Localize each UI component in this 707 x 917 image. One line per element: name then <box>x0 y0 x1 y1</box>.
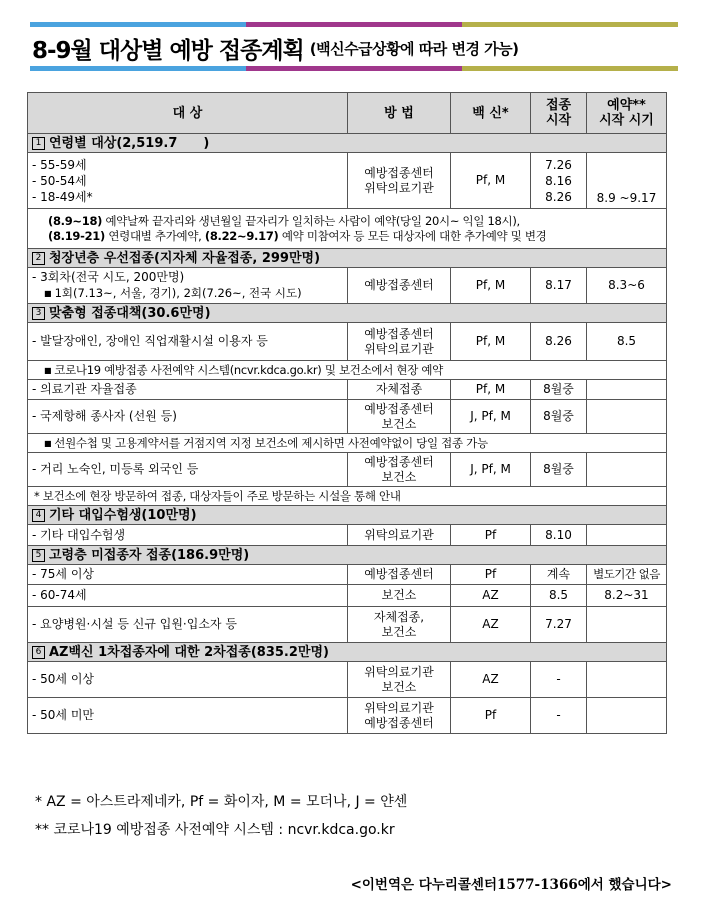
row-method: 예방접종센터 <box>348 565 451 585</box>
section-number: 3 <box>32 307 45 320</box>
row-target: - 50-54세 <box>32 173 87 188</box>
row-method: 보건소 <box>381 679 417 694</box>
row-target: - 발달장애인, 장애인 직업재활시설 이용자 등 <box>28 323 348 361</box>
title-bottom-bar <box>30 66 678 71</box>
bullet-square-icon: ■ <box>44 438 52 448</box>
header-start-line2: 시작 <box>545 113 572 128</box>
section-title: 기타 대입수험생(10만명) <box>49 507 197 523</box>
row-target: - 기타 대입수험생 <box>28 525 348 546</box>
row-start: 8.26 <box>531 323 587 361</box>
row-vaccine: Pf <box>451 698 531 734</box>
row-reserve: 8.9 ~9.17 <box>587 153 667 209</box>
row-start: - <box>531 662 587 698</box>
section-header <box>28 643 667 662</box>
section-title: 연령별 대상(2,519.7 ) <box>49 135 210 151</box>
row-method: 위탁의료기관 <box>364 180 434 195</box>
table-row <box>28 585 667 607</box>
row-start: 계속 <box>531 565 587 585</box>
row-target-detail: 1회(7.13~, 서울, 경기), 2회(7.26~, 전국 시도) <box>54 286 302 301</box>
row-method: 위탁의료기관 <box>364 341 434 356</box>
header-method: 방 법 <box>348 93 451 134</box>
section-header <box>28 249 667 268</box>
title-top-bar <box>30 22 678 27</box>
table-row <box>28 698 667 734</box>
header-reserve <box>587 93 667 134</box>
section-header <box>28 304 667 323</box>
row-method: 위탁의료기관 <box>364 664 434 679</box>
section-number: 4 <box>32 509 45 522</box>
note-date: (8.19-21) <box>48 228 105 243</box>
note-text: * 보건소에 현장 방문하여 접종, 대상자들이 주로 방문하는 시설을 통해 안내 <box>28 487 667 506</box>
row-vaccine: Pf, M <box>451 380 531 400</box>
row-method: 예방접종센터 <box>364 401 434 416</box>
row-start: 8.10 <box>531 525 587 546</box>
row-reserve: 8.5 <box>587 323 667 361</box>
note-text: 연령대별 추가예약, <box>104 228 205 243</box>
row-vaccine: Pf, M <box>451 268 531 304</box>
row-method: 예방접종센터 <box>364 454 434 469</box>
row-target: - 18-49세* <box>32 189 93 204</box>
row-start: 7.26 <box>545 157 572 172</box>
note-text: 선원수첩 및 고용계약서를 거점지역 지정 보건소에 제시하면 사전예약없이 당일 접종 가능 <box>54 435 488 450</box>
bullet-square-icon: ■ <box>44 288 52 298</box>
row-method: 보건소 <box>381 624 417 639</box>
section-number: 6 <box>32 646 45 659</box>
section-title: AZ백신 1차접종자에 대한 2차접종(835.2만명) <box>49 644 329 660</box>
row-method: 예방접종센터 <box>364 326 434 341</box>
table-row <box>28 565 667 585</box>
row-target: - 50세 이상 <box>28 662 348 698</box>
row-method: 자체접종 <box>348 380 451 400</box>
title-subtitle: (백신수급상황에 따라 변경 가능) <box>309 39 519 58</box>
row-start: 7.27 <box>531 607 587 643</box>
row-vaccine: Pf, M <box>451 153 531 209</box>
translation-credit: <이번역은 다누리콜센터1577-1366에서 했습니다> <box>350 877 672 893</box>
note-text: 코로나19 예방접종 사전예약 시스템(ncvr.kdca.go.kr) 및 보건소에서 현장 예약 <box>54 362 443 377</box>
vaccination-plan-table <box>27 92 667 734</box>
section-header <box>28 134 667 153</box>
table-note-row <box>28 434 667 453</box>
header-reserve-line2: 시작 시기 <box>599 113 654 128</box>
table-note-row <box>28 209 667 249</box>
section-number: 2 <box>32 252 45 265</box>
row-start: 8.26 <box>545 189 572 204</box>
row-method: 예방접종센터 <box>348 268 451 304</box>
row-start: - <box>531 698 587 734</box>
note-date: (8.22~9.17) <box>204 228 279 243</box>
row-method: 예방접종센터 <box>364 715 434 730</box>
row-reserve: 8.3~6 <box>587 268 667 304</box>
row-start: 8.16 <box>545 173 572 188</box>
table-row <box>28 662 667 698</box>
row-target: - 75세 이상 <box>28 565 348 585</box>
row-vaccine: Pf <box>451 525 531 546</box>
row-method: 예방접종센터 <box>364 165 434 180</box>
section-number: 5 <box>32 549 45 562</box>
row-target: - 의료기관 자율접종 <box>28 380 348 400</box>
row-target: - 요양병원·시설 등 신규 입원·입소자 등 <box>28 607 348 643</box>
row-method: 위탁의료기관 <box>348 525 451 546</box>
row-start: 8.17 <box>531 268 587 304</box>
bullet-square-icon: ■ <box>44 365 52 375</box>
row-method: 보건소 <box>381 469 417 484</box>
section-title: 고령층 미접종자 접종(186.9만명) <box>49 547 250 563</box>
table-row <box>28 153 667 209</box>
row-start: 8.5 <box>531 585 587 607</box>
row-method: 자체접종, <box>373 609 425 624</box>
title-main: 8-9월 대상별 예방 접종계획 <box>32 37 304 64</box>
table-row <box>28 400 667 434</box>
footnotes <box>35 788 407 844</box>
section-title: 청장년층 우선접종(지자체 자율접종, 299만명) <box>49 250 321 266</box>
row-vaccine: AZ <box>451 662 531 698</box>
table-row <box>28 607 667 643</box>
table-row <box>28 453 667 487</box>
header-start-line1: 접종 <box>545 98 572 113</box>
header-reserve-line1: 예약** <box>607 98 646 113</box>
table-note-row <box>28 487 667 506</box>
table-row <box>28 380 667 400</box>
table-row <box>28 525 667 546</box>
row-start: 8월중 <box>531 380 587 400</box>
header-target: 대 상 <box>28 93 348 134</box>
header-start <box>531 93 587 134</box>
row-method: 위탁의료기관 <box>364 700 434 715</box>
note-text: 예약 미참여자 등 모든 대상자에 대한 추가예약 및 변경 <box>278 228 547 243</box>
row-vaccine: AZ <box>451 585 531 607</box>
table-row <box>28 323 667 361</box>
table-note-row <box>28 361 667 380</box>
row-method: 보건소 <box>381 416 417 431</box>
row-target: - 거리 노숙인, 미등록 외국인 등 <box>28 453 348 487</box>
row-vaccine: AZ <box>451 607 531 643</box>
row-vaccine: Pf, M <box>451 323 531 361</box>
section-title: 맞춤형 접종대책(30.6만명) <box>49 305 211 321</box>
row-target: - 55-59세 <box>32 157 87 172</box>
table-header <box>28 93 667 134</box>
section-header <box>28 506 667 525</box>
row-start: 8월중 <box>531 453 587 487</box>
row-vaccine: J, Pf, M <box>451 400 531 434</box>
header-vaccine: 백 신* <box>451 93 531 134</box>
row-vaccine: J, Pf, M <box>451 453 531 487</box>
section-number: 1 <box>32 137 45 150</box>
table-row <box>28 268 667 304</box>
row-start: 8월중 <box>531 400 587 434</box>
row-reserve: 8.2~31 <box>587 585 667 607</box>
row-target: - 50세 미만 <box>28 698 348 734</box>
row-target: - 3회차(전국 시도, 200만명) <box>32 270 185 285</box>
page-title <box>32 30 519 66</box>
row-method: 보건소 <box>348 585 451 607</box>
row-reserve: 별도기간 없음 <box>587 565 667 585</box>
row-target: - 60-74세 <box>28 585 348 607</box>
footnote-vaccines: * AZ = 아스트라제네카, Pf = 화이자, M = 모더나, J = 얀센 <box>35 794 408 810</box>
section-header <box>28 546 667 565</box>
row-vaccine: Pf <box>451 565 531 585</box>
row-target: - 국제항해 종사자 (선원 등) <box>28 400 348 434</box>
footnote-reservation: ** 코로나19 예방접종 사전예약 시스템 : ncvr.kdca.go.kr <box>35 822 395 838</box>
note-text: 예약날짜 끝자리와 생년월일 끝자리가 일치하는 사람이 예약(당일 20시~ 익일 18시), <box>102 213 520 228</box>
note-date: (8.9~18) <box>48 213 103 228</box>
